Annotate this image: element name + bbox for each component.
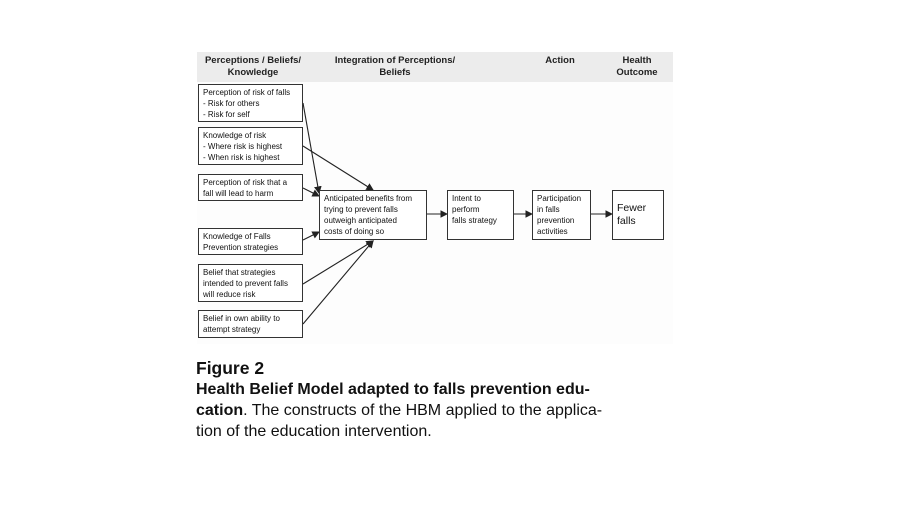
header-action: Action bbox=[545, 55, 575, 66]
caption-title: Health Belief Model adapted to falls prevention edu- bbox=[196, 381, 590, 398]
box-self-efficacy: Belief in own ability to attempt strategy bbox=[198, 310, 303, 338]
box-risk-knowledge: Knowledge of risk - Where risk is highest - When risk is highest bbox=[198, 127, 303, 165]
box-intent: Intent to perform falls strategy bbox=[447, 190, 514, 240]
arrow-risk-knowledge bbox=[303, 146, 373, 190]
box-fewer-falls: Fewer falls bbox=[612, 190, 664, 240]
arrow-self-efficacy bbox=[303, 241, 373, 324]
box-participation: Participation in falls prevention activities bbox=[532, 190, 591, 240]
arrow-strategy-knowledge bbox=[303, 232, 319, 240]
caption-line-2: cation. The constructs of the HBM applied to the applica- bbox=[196, 402, 603, 419]
header-perceptions: Perceptions / Beliefs/ Knowledge bbox=[204, 55, 302, 78]
figure-label: Figure 2 bbox=[196, 358, 265, 378]
arrow-harm-perception bbox=[303, 188, 319, 196]
caption-line-3: tion of the education intervention. bbox=[196, 423, 432, 440]
box-strategy-knowledge: Knowledge of Falls Prevention strategies bbox=[198, 228, 303, 255]
header-health-outcome: Health Outcome bbox=[616, 55, 658, 78]
figure-caption bbox=[196, 358, 676, 442]
box-risk-perception: Perception of risk of falls - Risk for others - Risk for self bbox=[198, 84, 303, 122]
box-anticipated-benefits: Anticipated benefits from trying to prevent falls outweigh anticipated costs of doing so bbox=[319, 190, 427, 240]
arrow-strategy-belief bbox=[303, 241, 373, 284]
box-strategy-belief: Belief that strategies intended to prevent falls will reduce risk bbox=[198, 264, 303, 302]
box-harm-perception: Perception of risk that a fall will lead to harm bbox=[198, 174, 303, 201]
header-integration: Integration of Perceptions/ Beliefs bbox=[334, 55, 456, 78]
